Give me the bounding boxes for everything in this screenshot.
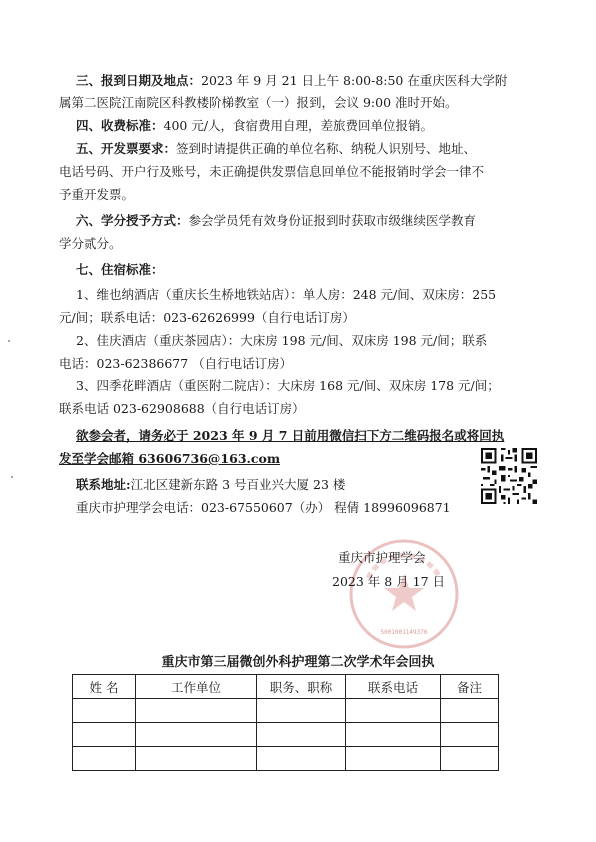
table-cell[interactable] [73, 723, 136, 747]
table-cell[interactable] [346, 747, 441, 771]
section-7-label: 七、住宿标准： [76, 262, 164, 277]
hotel-3-line-1: 3、四季花畔酒店（重医附二院店）：大床房 168 元/间、双床房 178 元/间； [76, 378, 500, 393]
section-5-line-1 [76, 141, 476, 157]
section-6-line-2: 学分贰分。 [59, 236, 122, 251]
signature-organization: 重庆市护理学会 [338, 550, 426, 565]
signature-date: 2023 年 8 月 17 日 [332, 574, 446, 589]
table-cell[interactable] [257, 699, 346, 723]
hotel-2-line-2: 电话：023-62386677 （自行电话订房） [59, 356, 293, 371]
notice-line-2[interactable]: 发至学会邮箱 63606736@163.com [59, 451, 281, 466]
reply-form-title: 重庆市第三届微创外科护理第二次学术年会回执 [161, 655, 435, 670]
section-3-line-2: 属第二医院江南院区科教楼阶梯教室（一）报到，会议 9:00 准时开始。 [59, 95, 458, 110]
section-4-text: 400 元/人，食宿费用自理，差旅费回单位报销。 [163, 118, 434, 133]
hotel-1-line-1: 1、维也纳酒店（重庆长生桥地铁站店）：单人房：248 元/间、双床房：255 [76, 287, 497, 302]
table-cell[interactable] [257, 723, 346, 747]
section-3-label: 三、报到日期及地点： [76, 73, 202, 88]
section-3-line-1 [76, 73, 507, 89]
scan-speck [11, 476, 13, 478]
header-name: 姓 名 [73, 675, 136, 699]
table-cell[interactable] [136, 723, 257, 747]
section-6-label: 六、学分授予方式： [76, 213, 189, 228]
header-remarks: 备注 [441, 675, 499, 699]
header-phone: 联系电话 [346, 675, 441, 699]
section-6-text: 参会学员凭有效身份证报到时获取市级继续医学教育 [188, 213, 477, 228]
table-cell[interactable] [73, 699, 136, 723]
table-cell[interactable] [73, 747, 136, 771]
section-5-text: 签到时请提供正确的单位名称、纳税人识别号、地址、 [176, 141, 477, 156]
notice-line-1: 欲参会者，请务必于 2023 年 9 月 7 日前用微信扫下方二维码报名或将回执 [76, 428, 505, 443]
table-cell[interactable] [136, 747, 257, 771]
table-row[interactable] [73, 699, 499, 723]
section-5-line-2: 电话号码、开户行及账号，未正确提供发票信息回单位不能报销时学会一律不 [59, 164, 485, 179]
hotel-3-line-2: 联系电话 023-62908688（自行电话订房） [59, 401, 305, 416]
hotel-1-line-2: 元/间；联系电话：023-62626999（自行电话订房） [59, 310, 355, 325]
section-4-label: 四、收费标准： [76, 118, 164, 133]
table-row[interactable] [73, 723, 499, 747]
contact-address-label: 联系地址: [76, 477, 131, 492]
table-cell[interactable] [257, 747, 346, 771]
seal-number: 5001001149376 [380, 629, 428, 636]
header-work-unit: 工作单位 [136, 675, 257, 699]
section-3-text: 2023 年 9 月 21 日上午 8:00-8:50 在重庆医科大学附 [201, 73, 508, 88]
table-cell[interactable] [136, 699, 257, 723]
table-cell[interactable] [441, 699, 499, 723]
section-6-line-1 [76, 213, 476, 229]
qr-code-icon[interactable] [481, 448, 537, 504]
table-cell[interactable] [441, 747, 499, 771]
table-cell[interactable] [346, 699, 441, 723]
table-row[interactable] [73, 747, 499, 771]
table-header-row [73, 675, 499, 699]
section-5-line-3: 予重开发票。 [59, 187, 135, 202]
contact-phone: 重庆市护理学会电话：023-67550607（办） 程倩 18996096871 [76, 500, 451, 515]
contact-address-text: 江北区建新东路 3 号百业兴大厦 23 楼 [130, 477, 346, 492]
header-title: 职务、职称 [257, 675, 346, 699]
scan-speck [8, 340, 10, 342]
contact-address [76, 477, 345, 493]
section-4 [76, 118, 433, 134]
reply-form-table [72, 674, 499, 771]
table-cell[interactable] [346, 723, 441, 747]
table-cell[interactable] [441, 723, 499, 747]
section-5-label: 五、开发票要求： [76, 141, 177, 156]
hotel-2-line-1: 2、佳庆酒店（重庆茶园店）：大床房 198 元/间、双床房 198 元/间；联系 [76, 333, 488, 348]
